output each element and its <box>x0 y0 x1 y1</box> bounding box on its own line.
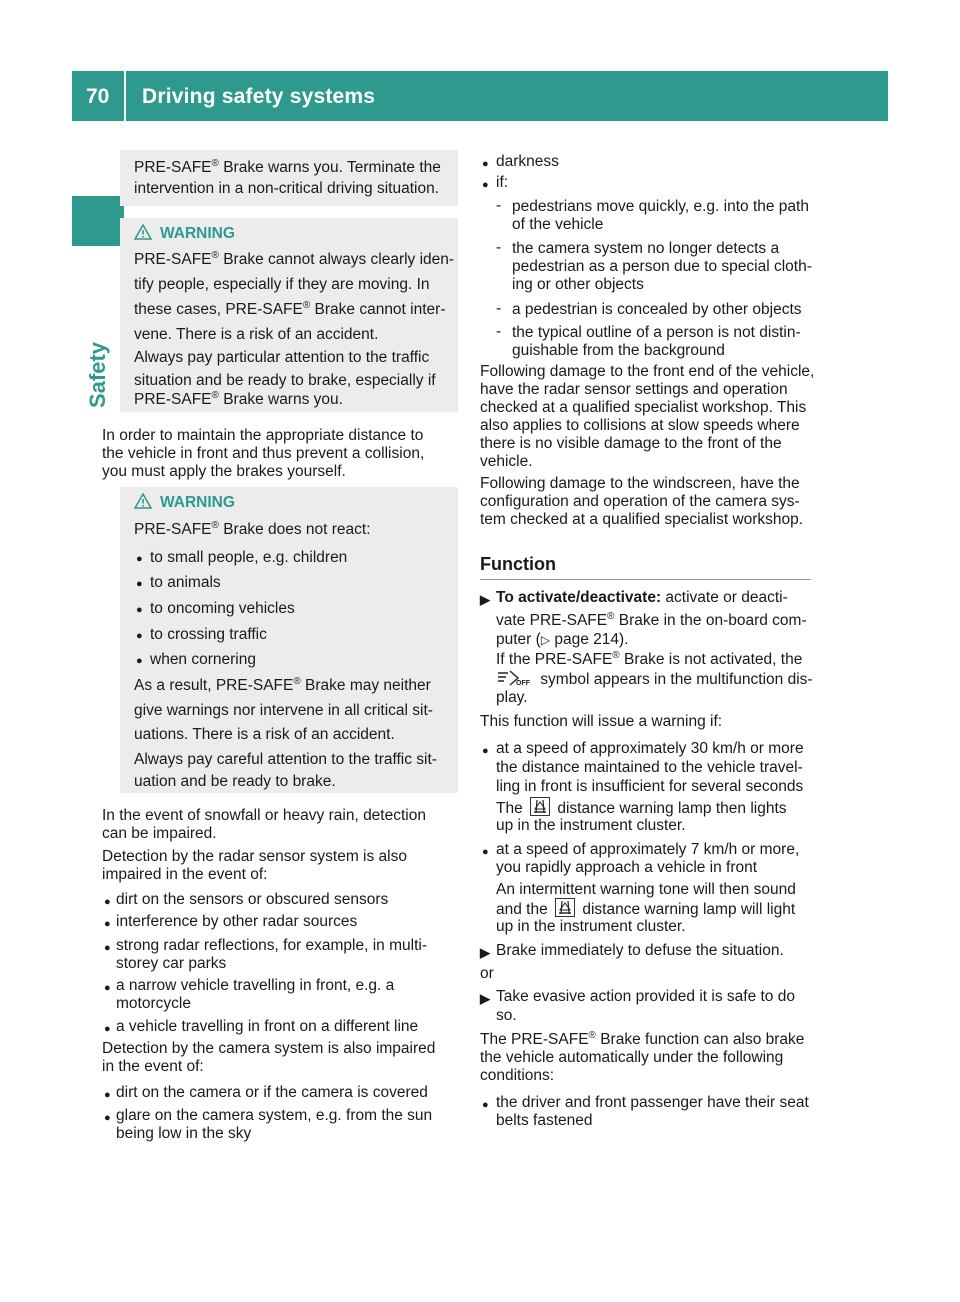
list-item: darkness <box>496 153 559 170</box>
note-box <box>120 150 458 206</box>
step-text-rest: activate or deacti- <box>661 589 788 606</box>
warning-line: vene. There is a risk of an accident. <box>134 326 379 343</box>
page-number: 70 <box>86 85 110 108</box>
list-item: you rapidly approach a vehicle in front <box>496 859 758 876</box>
warning-line: uation and be ready to brake. <box>134 773 336 790</box>
dash-marker: - <box>496 300 502 317</box>
body-text: Detection by the camera system is also impaired <box>102 1040 436 1057</box>
sub-list-item: ing or other objects <box>512 276 644 293</box>
list-item: dirt on the camera or if the camera is covered <box>116 1084 428 1101</box>
step-text: puter ( <box>496 631 541 648</box>
step-text: vate PRE-SAFE® Brake in the on-board com- <box>496 610 807 629</box>
step-text: If the PRE-SAFE® Brake is not activated, the <box>496 649 803 668</box>
body-text: can be impaired. <box>102 825 217 842</box>
warning-title: WARNING <box>160 225 235 242</box>
sub-list-item: pedestrian as a person due to special cloth- <box>512 258 812 275</box>
sub-list-item: the camera system no longer detects a <box>512 240 780 257</box>
step-arrow-icon: ▶ <box>480 991 490 1006</box>
list-item: up in the instrument cluster. <box>496 817 686 834</box>
dash-marker: - <box>496 323 502 340</box>
bullet-marker: ● <box>136 604 143 616</box>
list-item: the driver and front passenger have their seat <box>496 1094 809 1111</box>
bullet-marker: ● <box>104 942 111 954</box>
bullet-marker: ● <box>482 179 489 191</box>
body-text: Following damage to the front end of the vehicle, <box>480 363 815 380</box>
body-text: Following damage to the windscreen, have the <box>480 475 800 492</box>
bullet-marker: ● <box>104 1112 111 1124</box>
list-item: strong radar reflections, for example, in multi- <box>116 937 427 954</box>
warning-triangle-icon <box>134 224 152 240</box>
warning-bullet: to animals <box>150 574 221 591</box>
bullet-marker: ● <box>104 896 111 908</box>
list-text: and the <box>496 901 553 918</box>
warning-line: Always pay careful attention to the traffic sit- <box>134 751 437 768</box>
body-text: configuration and operation of the camera sys- <box>480 493 800 510</box>
step-text: symbol appears in the multifunction dis- <box>536 671 813 688</box>
section-heading: Function <box>480 554 556 574</box>
bullet-marker: ● <box>104 982 111 994</box>
note-line: PRE-SAFE® Brake warns you. Terminate the <box>134 157 441 176</box>
page-ref-arrow-icon: ▷ <box>540 633 551 647</box>
warning-line: tify people, especially if they are moving. In <box>134 276 430 293</box>
list-item: glare on the camera system, e.g. from the sun <box>116 1107 433 1124</box>
bullet-marker: ● <box>482 158 489 170</box>
list-item: motorcycle <box>116 995 191 1012</box>
sub-list-item: pedestrians move quickly, e.g. into the path <box>512 198 809 215</box>
step-arrow-icon: ▶ <box>480 592 490 607</box>
sub-list-item: of the vehicle <box>512 216 604 233</box>
bullet-marker: ● <box>482 846 489 858</box>
step-text: Brake immediately to defuse the situation. <box>496 942 784 959</box>
note-line: intervention in a non-critical driving situation. <box>134 180 439 197</box>
body-text: there is no visible damage to the front of the <box>480 435 782 452</box>
warning-bullet: to small people, e.g. children <box>150 549 348 566</box>
warning-box-1 <box>120 218 458 412</box>
warning-intro: PRE-SAFE® Brake does not react: <box>134 519 371 538</box>
body-text: In the event of snowfall or heavy rain, detection <box>102 807 426 824</box>
bullet-marker: ● <box>104 1023 111 1035</box>
body-text: Detection by the radar sensor system is also <box>102 848 407 865</box>
list-text: distance warning lamp then lights <box>553 800 787 817</box>
step-arrow-icon: ▶ <box>480 945 490 960</box>
body-text: In order to maintain the appropriate distance to <box>102 427 424 444</box>
list-item: An intermittent warning tone will then sound <box>496 881 796 898</box>
warning-line: give warnings nor intervene in all critical sit- <box>134 702 433 719</box>
list-item: storey car parks <box>116 955 227 972</box>
dash-marker: - <box>496 197 502 214</box>
warning-line: situation and be ready to brake, especially if <box>134 372 436 389</box>
sub-list-item: guishable from the background <box>512 342 725 359</box>
page-title: Driving safety systems <box>142 85 376 108</box>
warning-heading <box>134 493 235 513</box>
svg-text:OFF: OFF <box>516 680 530 687</box>
list-text: distance warning lamp will light <box>578 901 796 918</box>
warning-title: WARNING <box>160 494 235 511</box>
section-tab-marker <box>72 196 124 246</box>
bullet-marker: ● <box>482 745 489 757</box>
body-text: The PRE-SAFE® Brake function can also brake <box>480 1029 805 1048</box>
body-text: checked at a qualified specialist workshop. This <box>480 399 807 416</box>
warning-line: PRE-SAFE® Brake cannot always clearly iden- <box>134 249 455 268</box>
bullet-marker: ● <box>104 918 111 930</box>
warning-bullet: when cornering <box>150 651 256 668</box>
bullet-marker: ● <box>136 553 143 565</box>
body-text: have the radar sensor settings and operation <box>480 381 788 398</box>
warning-heading <box>134 224 235 244</box>
header-divider <box>124 71 126 121</box>
step-text: play. <box>496 689 528 706</box>
warning-bullet: to crossing traffic <box>150 626 267 643</box>
bullet-marker: ● <box>136 578 143 590</box>
bullet-marker: ● <box>136 655 143 667</box>
step-text: Take evasive action provided it is safe to do <box>496 988 795 1005</box>
distance-warning-lamp-icon <box>530 797 550 816</box>
warning-line: uations. There is a risk of an accident. <box>134 726 395 743</box>
page-header <box>72 71 888 121</box>
list-item: interference by other radar sources <box>116 913 358 930</box>
body-text: vehicle. <box>480 453 533 470</box>
bullet-marker: ● <box>482 1099 489 1111</box>
body-text: tem checked at a qualified specialist workshop. <box>480 511 804 528</box>
list-item: the distance maintained to the vehicle travel- <box>496 759 803 776</box>
list-item: a vehicle travelling in front on a different line <box>116 1018 419 1035</box>
list-item: dirt on the sensors or obscured sensors <box>116 891 389 908</box>
list-item: belts fastened <box>496 1112 593 1129</box>
dash-marker: - <box>496 239 502 256</box>
step-label: To activate/deactivate: <box>496 589 662 606</box>
distance-warning-lamp-icon <box>555 898 575 917</box>
body-text: the vehicle in front and thus prevent a collision, <box>102 445 425 462</box>
list-item: up in the instrument cluster. <box>496 918 686 935</box>
list-item: being low in the sky <box>116 1125 252 1142</box>
warning-line: Always pay particular attention to the traffic <box>134 349 430 366</box>
sub-list-item: the typical outline of a person is not distin- <box>512 324 801 341</box>
list-item: at a speed of approximately 30 km/h or more <box>496 740 804 757</box>
sub-list-item: a pedestrian is concealed by other objects <box>512 301 802 318</box>
warning-triangle-icon <box>134 493 152 509</box>
step-text <box>496 588 788 608</box>
section-side-label: Safety <box>85 341 110 408</box>
step-text: so. <box>496 1007 517 1024</box>
step-text <box>496 630 628 650</box>
body-text: the vehicle automatically under the following <box>480 1049 784 1066</box>
page-reference-link[interactable]: page 214). <box>550 631 629 648</box>
body-text: conditions: <box>480 1067 555 1084</box>
body-text: or <box>480 965 494 982</box>
warning-line: these cases, PRE-SAFE® Brake cannot inter- <box>134 299 446 318</box>
bullet-marker: ● <box>136 630 143 642</box>
body-text: impaired in the event of: <box>102 866 268 883</box>
list-item: ling in front is insufficient for several seconds <box>496 778 804 795</box>
list-item: if: <box>496 174 509 191</box>
warning-box-2 <box>120 487 458 793</box>
body-text: you must apply the brakes yourself. <box>102 463 346 480</box>
warning-line: PRE-SAFE® Brake warns you. <box>134 389 343 408</box>
list-item: at a speed of approximately 7 km/h or more, <box>496 841 800 858</box>
body-text: also applies to collisions at slow speeds where <box>480 417 800 434</box>
body-text: in the event of: <box>102 1058 204 1075</box>
list-item: a narrow vehicle travelling in front, e.g. a <box>116 977 395 994</box>
body-text: This function will issue a warning if: <box>480 713 723 730</box>
bullet-marker: ● <box>104 1089 111 1101</box>
section-rule <box>480 579 811 580</box>
step-text <box>496 669 813 690</box>
pre-safe-off-icon <box>496 669 536 687</box>
warning-line: As a result, PRE-SAFE® Brake may neither <box>134 675 431 694</box>
list-text: The <box>496 800 528 817</box>
warning-bullet: to oncoming vehicles <box>150 600 295 617</box>
